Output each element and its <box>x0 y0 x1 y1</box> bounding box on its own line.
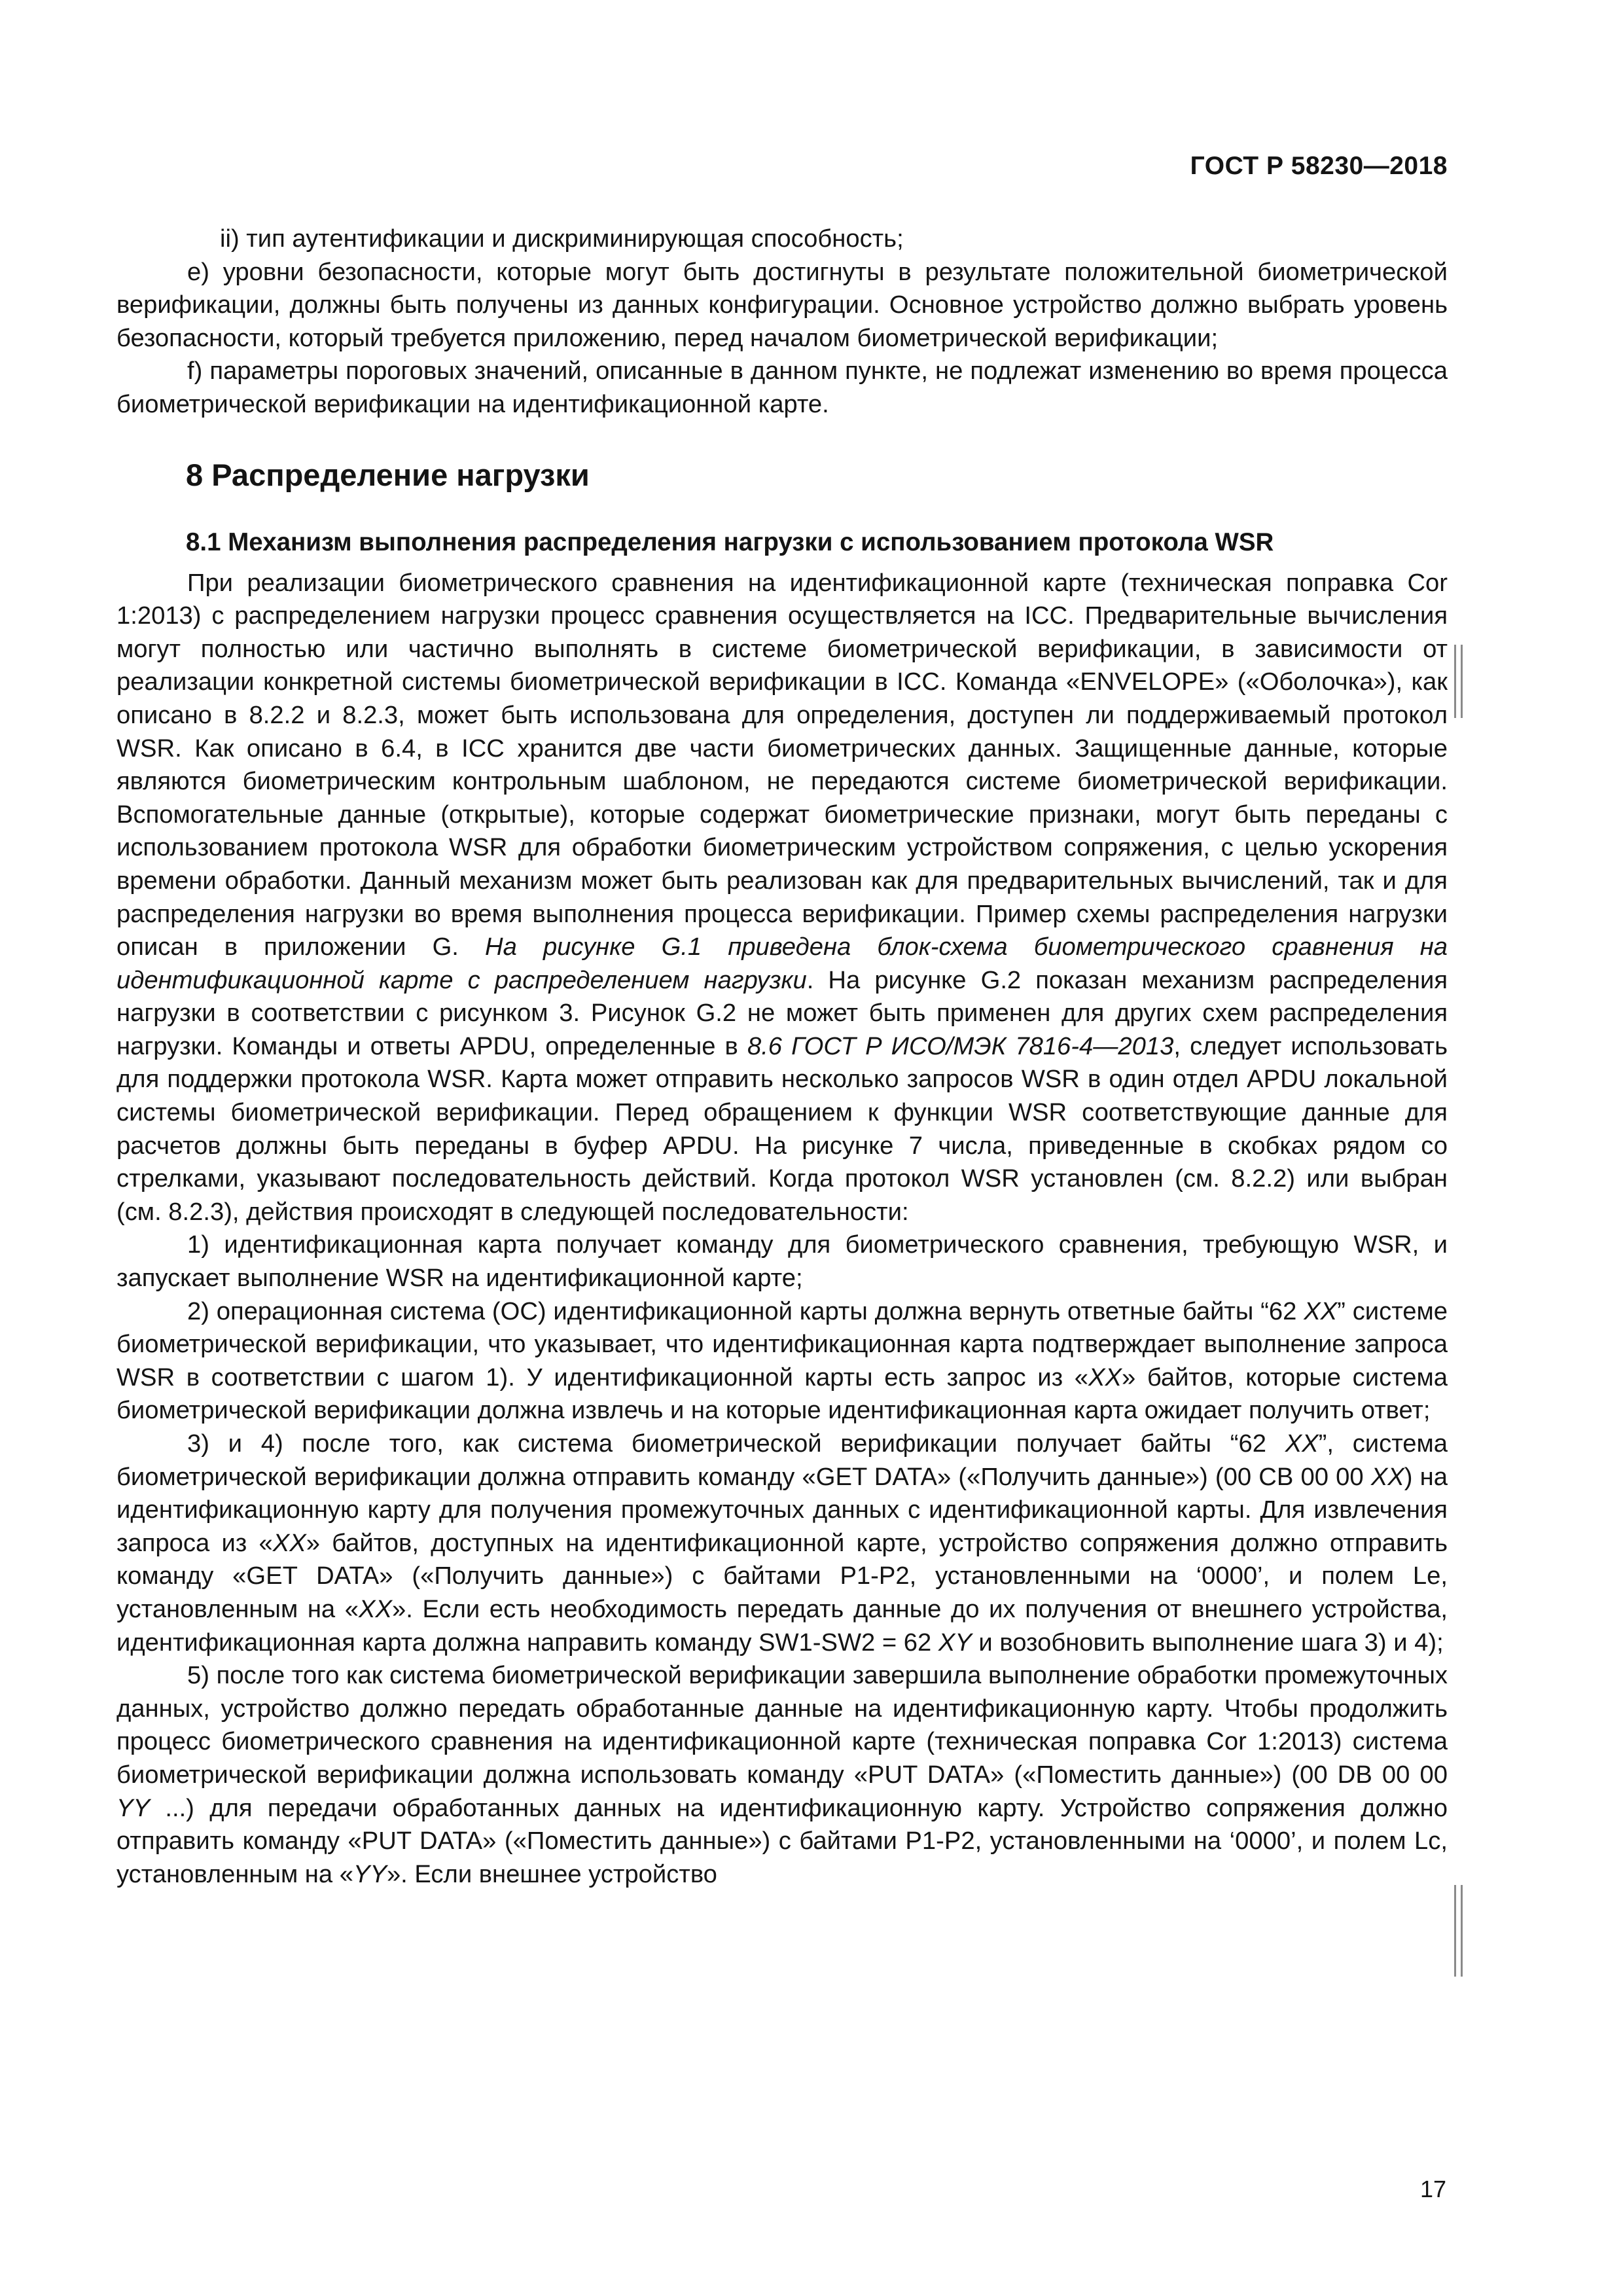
paragraph-text: , следует использовать для поддержки протокола WSR. Карта может отправить несколько запросов WSR в один отдел APDU локальной системы биометрической верификации. Перед обращением к функции WSR соответствующие данные для расчетов должны быть переданы в буфер APDU. На рисунке 7 числа, приведенные в скобках рядом со стрелками, указывают последовательность действий. Когда протокол WSR установлен (см. 8.2.2) или выбран (см. 8.2.3), действия происходят в следующей последовательности: <box>116 1031 1448 1226</box>
paragraph-text: При реализации биометрического сравнения на идентификационной карте (техническая поправка Cor 1:2013) с распределением нагрузки процесс сравнения осуществляется на ICC. Предварительные вычисления могут полностью или частично выполнять в системе биометрической верификации, в зависимости от реализации конкретной системы биометрической верификации в ICC. Команда «ENVELOPE» («Оболочка»), как описано в 8.2.2 и 8.2.3, может быть использована для определения, доступен ли поддерживаемый протокол WSR. Как описано в 6.4, в ICC хранится две части биометрических данных. Защищенные данные, которые являются биометрическим контрольным шаблоном, не передаются системе биометрической верификации. Вспомогательные данные (открытые), которые содержат биометрические признаки, могут быть переданы с использованием протокола WSR для обработки биометрическим устройством сопряжения, с целью ускорения времени обработки. Данный механизм может быть реализован как для предварительных вычислений, так и для распределения нагрузки во время выполнения процесса верификации. Пример схемы распределения нагрузки описан в приложении G. <box>116 568 1448 961</box>
step-text: ) на идентификационную карту для получения промежуточных данных с идентификационной карты. Для извлечения запроса из « <box>116 1462 1448 1557</box>
placeholder-xy: XY <box>938 1628 972 1657</box>
change-bar <box>1454 1885 1456 1977</box>
step-text: и возобновить выполнение шага 3) и 4); <box>971 1628 1444 1657</box>
step-text: ” системе биометрической верификации, что указывает, что идентификационная карта подтверждает выполнение запроса WSR в соответствии с шагом 1). У идентификационной карты есть запрос из « <box>116 1297 1448 1391</box>
standard-reference: 8.6 ГОСТ Р ИСО/МЭК 7816-4—2013 <box>747 1031 1174 1060</box>
step-text: ». Если внешнее устройство <box>386 1859 717 1888</box>
list-item-ii: ii) тип аутентификации и дискриминирующая способность; <box>220 224 904 253</box>
step-text: 2) операционная система (ОС) идентификационной карты должна вернуть ответные байты “62 <box>187 1297 1304 1325</box>
step-text: » байтов, доступных на идентификационной карте, устройство сопряжения должно отправить команду «GET DATA» («Получить данные») с байтами P1-P2, установленными на ‘0000’, и полем Le, установленным на « <box>116 1528 1448 1623</box>
change-bar <box>1461 645 1463 718</box>
change-bar <box>1454 645 1456 718</box>
main-paragraph <box>116 567 1448 1229</box>
step-text: ...) для передачи обработанных данных на идентификационную карту. Устройство сопряжения должно отправить команду «PUT DATA» («Поместить данные») с байтами P1-P2, установленными на ‘0000’, и полем Lc, установленным на « <box>116 1793 1448 1888</box>
step-2 <box>116 1295 1448 1427</box>
placeholder-yy: YY <box>116 1793 150 1822</box>
step-text: 5) после того как система биометрической верификации завершила выполнение обработки промежуточных данных, устройство должно передать обработанные данные на идентификационную карту. Чтобы продолжить процесс биометрического сравнения на идентификационной карте (техническая поправка Cor 1:2013) система биометрической верификации должна использовать команду «PUT DATA» («Поместить данные») (00 DB 00 00 <box>116 1661 1448 1789</box>
figure-reference: На рисунке G.1 приведена блок-схема биометрического сравнения на идентификационной карте с распределением нагрузки <box>116 933 1448 994</box>
page-number: 17 <box>1419 2176 1446 2202</box>
placeholder-xx: XX <box>272 1528 306 1557</box>
step-5 <box>116 1659 1448 1891</box>
section-heading: 8 Распределение нагрузки <box>186 457 590 492</box>
step-text: » байтов, которые система биометрической верификации должна извлечь и на которые идентификационная карта ожидает получить ответ; <box>116 1363 1448 1425</box>
placeholder-xx: XX <box>1370 1462 1404 1491</box>
placeholder-xx: XX <box>1088 1363 1122 1391</box>
subsection-heading: 8.1 Механизм выполнения распределения нагрузки с использованием протокола WSR <box>186 528 1274 556</box>
placeholder-xx: XX <box>1285 1429 1319 1458</box>
placeholder-xx: XX <box>359 1594 392 1623</box>
step-1: 1) идентификационная карта получает команду для биометрического сравнения, требующую WSR, и запускает выполнение WSR на идентификационной карте; <box>116 1230 1448 1293</box>
document-header: ГОСТ Р 58230—2018 <box>1190 152 1448 180</box>
page-body <box>116 223 1448 1891</box>
list-item-e: е) уровни безопасности, которые могут быть достигнуты в результате положительной биометрической верификации, должны быть получены из данных конфигурации. Основное устройство должно выбрать уровень безопасности, который требуется приложению, перед началом биометрической верификации; <box>116 257 1448 352</box>
list-item-f: f) параметры пороговых значений, описанные в данном пункте, не подлежат изменению во время процесса биометрической верификации на идентификационной карте. <box>116 357 1448 418</box>
step-text: 3) и 4) после того, как система биометрической верификации получает байты “62 <box>187 1429 1285 1458</box>
step-3-4 <box>116 1427 1448 1659</box>
placeholder-yy: YY <box>353 1859 387 1888</box>
change-bar <box>1461 1885 1463 1977</box>
paragraph-text: . На рисунке G.2 показан механизм распределения нагрузки в соответствии с рисунком 3. Рисунок G.2 не может быть применен для других схем распределения нагрузки. Команды и ответы APDU, определенные в <box>116 965 1448 1060</box>
placeholder-xx: XX <box>1304 1297 1338 1325</box>
step-text: ». Если есть необходимость передать данные до их получения от внешнего устройства, идентификационная карта должна направить команду SW1-SW2 = 62 <box>116 1594 1448 1657</box>
step-text: ”, система биометрической верификации должна отправить команду «GET DATA» («Получить данные») (00 CB 00 00 <box>116 1429 1448 1491</box>
